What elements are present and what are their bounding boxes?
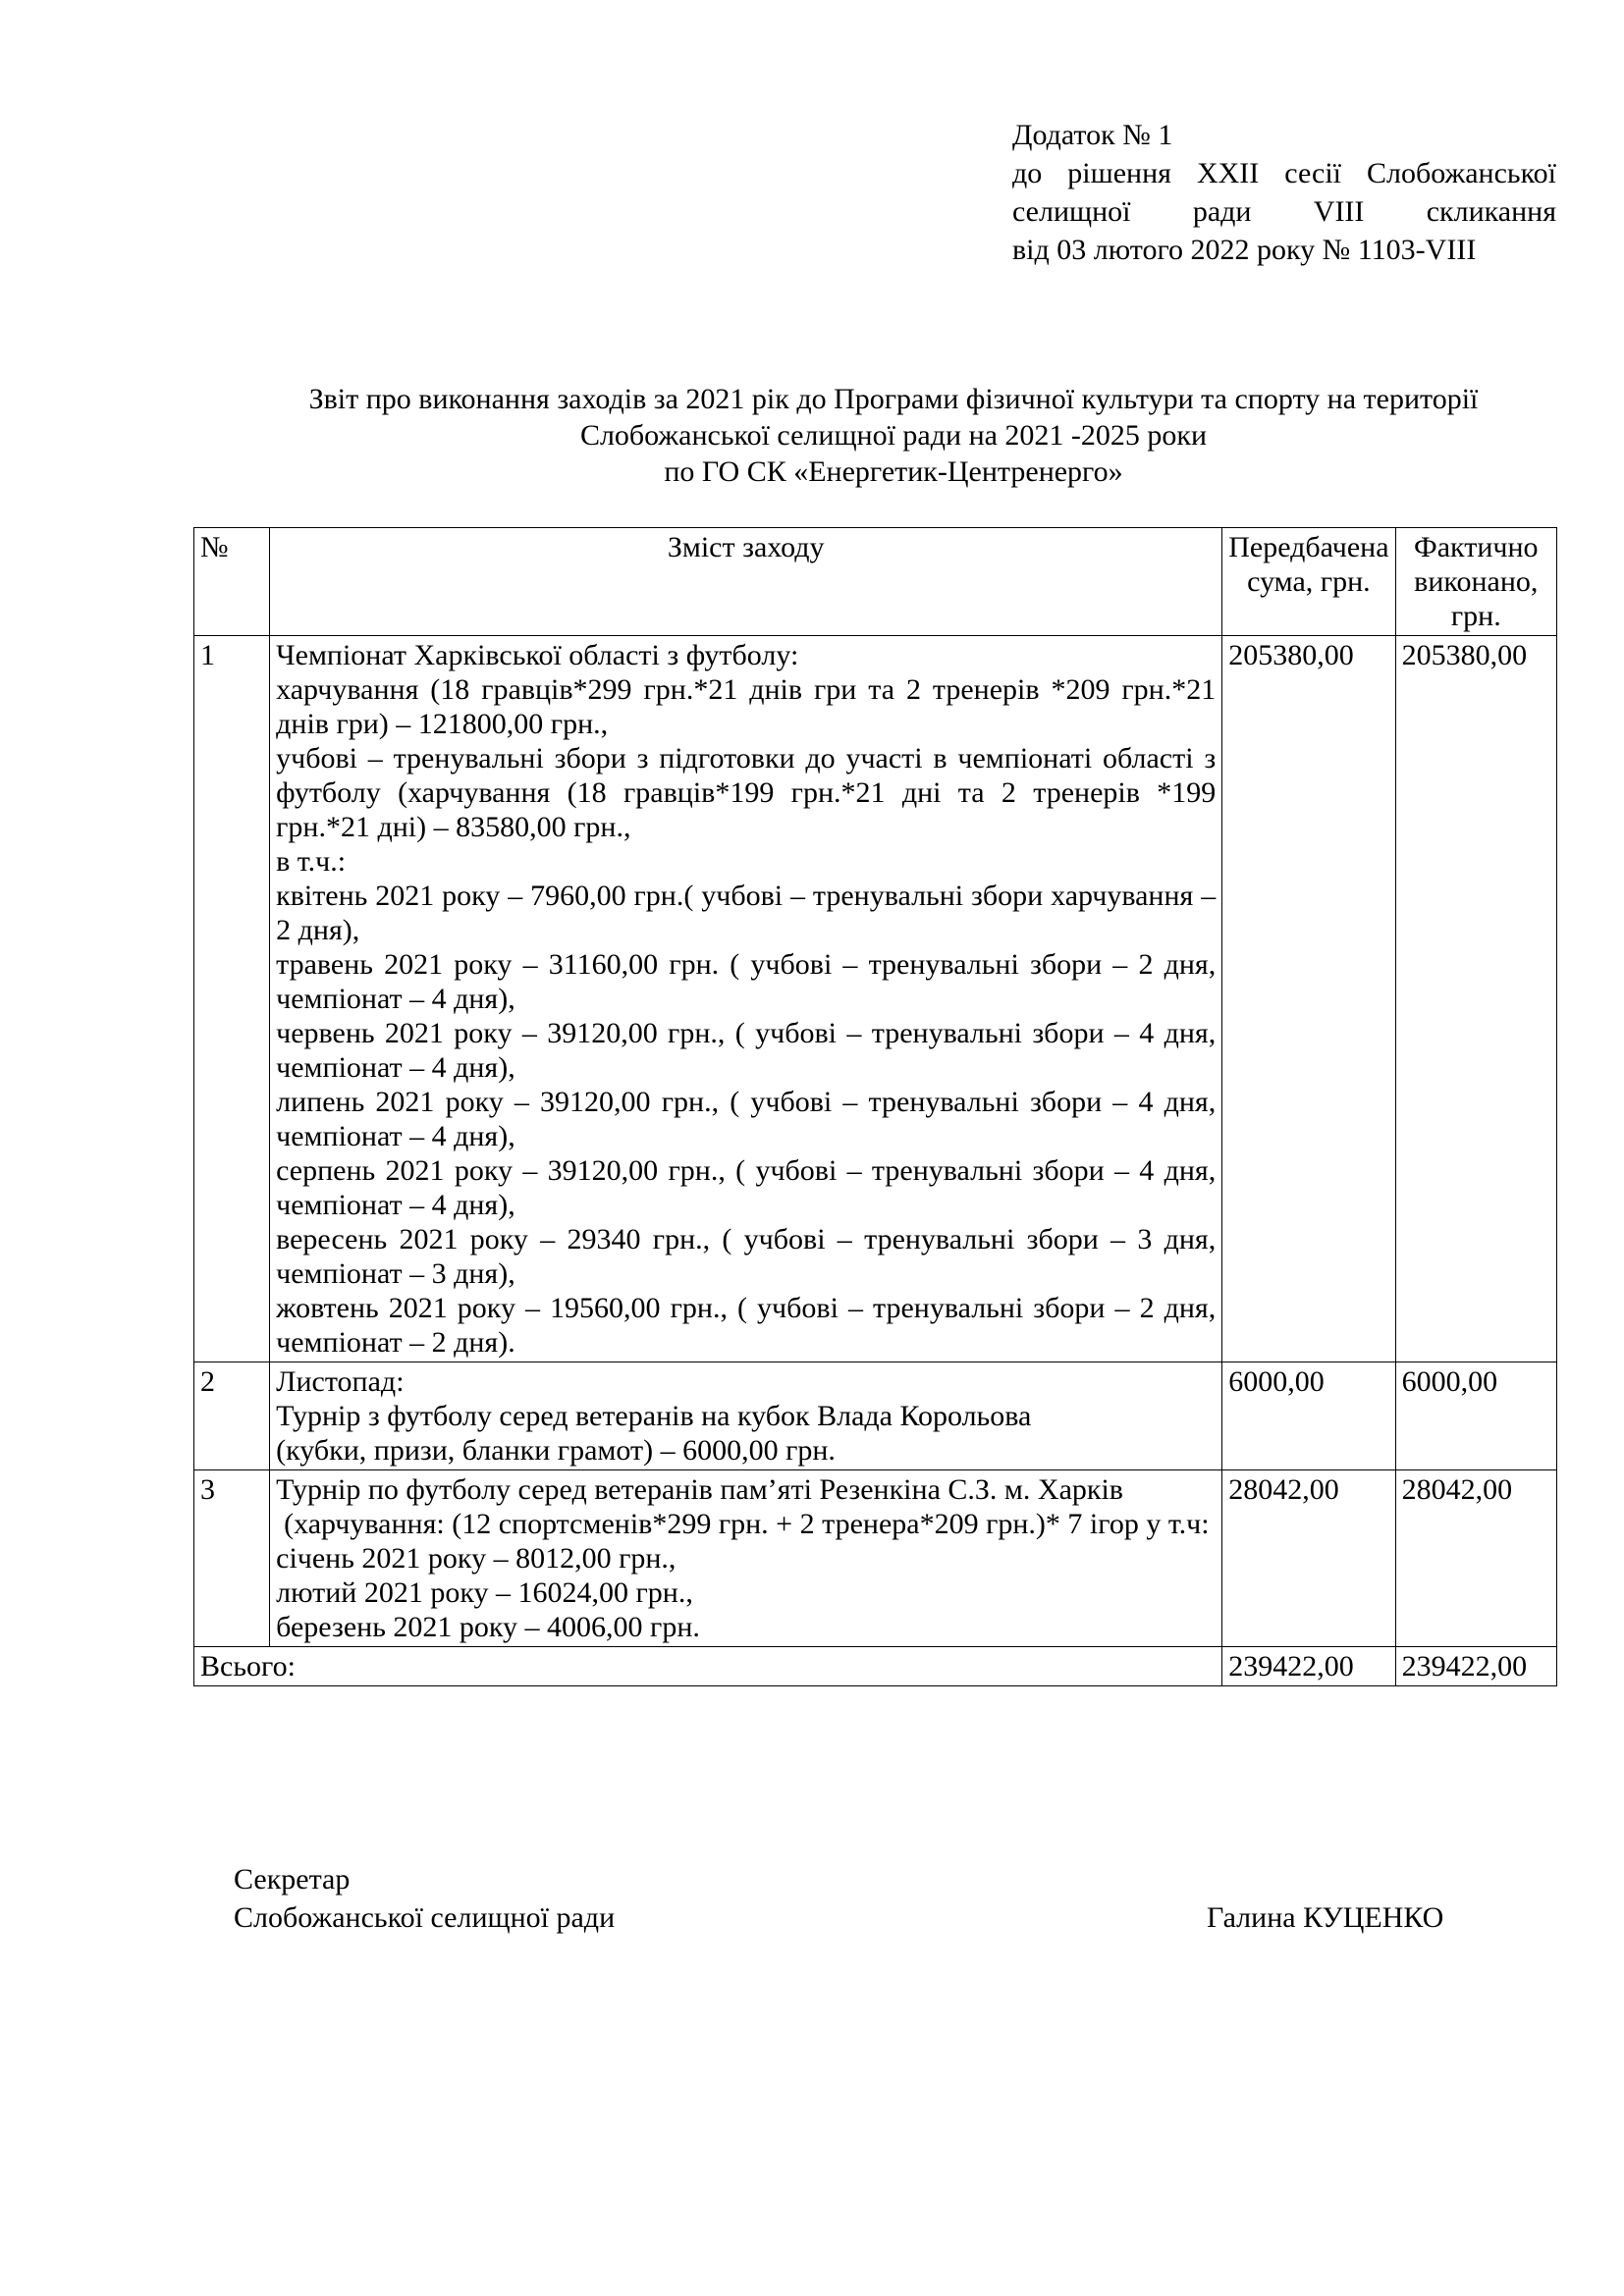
row-line: (харчування: (12 спортсменів*299 грн. + 2 тренера*209 грн.)* 7 ігор у т.ч: — [284, 1508, 1210, 1540]
appendix-date-line: від 03 лютого 2022 року № 1103-VIII — [1012, 234, 1477, 266]
header-number: № — [194, 528, 270, 636]
row-number: 1 — [194, 636, 270, 1362]
row-line: січень 2021 року – 8012,00 грн., — [276, 1542, 677, 1575]
row-line: Чемпіонат Харківської області з футболу: — [276, 639, 799, 671]
header-planned: Передбачена сума, грн. — [1222, 528, 1395, 636]
row-line: квітень 2021 року – 7960,00 грн.( учбові – тренувальні збори харчування – 2 дня), — [276, 880, 1217, 946]
table-row — [194, 1362, 1557, 1470]
row-line: Листопад: — [276, 1365, 405, 1398]
appendix-number: Додаток № 1 — [1012, 119, 1173, 151]
total-actual-amount: 239422,00 — [1395, 1647, 1556, 1686]
row-line: харчування (18 гравців*299 грн.*21 днів гри та 2 тренерів *209 грн.*21 днів гри) – 121800,00 грн., — [276, 673, 1217, 740]
row-line: червень 2021 року – 39120,00 грн., ( учбові – тренувальні збори – 4 дня, чемпіонат – 4 дня), — [276, 1017, 1217, 1084]
row-line: учбові – тренувальні збори з підготовки до участі в чемпіонаті області з футболу (харчування (18 гравців*199 грн.*21 дні та 2 тренерів *199 грн.*21 дні) – 83580,00 грн., — [276, 742, 1217, 843]
row-content — [270, 1362, 1222, 1470]
row-line: (кубки, призи, бланки грамот) – 6000,00 грн. — [276, 1434, 836, 1467]
report-title-line-3: по ГО СК «Енергетик-Центренерго» — [664, 455, 1123, 488]
table-row — [194, 636, 1557, 1362]
row-line: липень 2021 року – 39120,00 грн., ( учбові – тренувальні збори – 4 дня, чемпіонат – 4 дня), — [276, 1086, 1217, 1152]
signature-position-council: Слобожанської селищної ради — [234, 1901, 616, 1934]
header-actual: Фактично виконано, грн. — [1395, 528, 1556, 636]
row-number: 3 — [194, 1470, 270, 1647]
row-line: в т.ч.: — [276, 845, 347, 878]
appendix-decision-line: до рішення XXII сесії Слобожанської — [1012, 157, 1556, 189]
row-actual-amount: 205380,00 — [1395, 636, 1556, 1362]
appendix-council-line: селищної ради VIII скликання — [1012, 195, 1556, 228]
table-row — [194, 1470, 1557, 1647]
row-number: 2 — [194, 1362, 270, 1470]
table-total-row — [194, 1647, 1557, 1686]
row-planned-amount: 205380,00 — [1222, 636, 1395, 1362]
total-label: Всього: — [194, 1647, 1222, 1686]
header-content: Зміст заходу — [270, 528, 1222, 636]
row-line: лютий 2021 року – 16024,00 грн., — [276, 1576, 693, 1609]
row-line: жовтень 2021 року – 19560,00 грн., ( учбові – тренувальні збори – 2 дня, чемпіонат – 2 дня). — [276, 1292, 1217, 1359]
report-title-line-2: Слобожанської селищної ради на 2021 -2025 роки — [579, 419, 1208, 452]
row-line: травень 2021 року – 31160,00 грн. ( учбові – тренувальні збори – 2 дня, чемпіонат – 4 дня), — [276, 948, 1217, 1015]
signature-position — [234, 1860, 615, 1937]
row-line: вересень 2021 року – 29340 грн., ( учбові – тренувальні збори – 3 дня, чемпіонат – 3 дня), — [276, 1223, 1217, 1290]
signature-position-title: Секретар — [234, 1863, 351, 1896]
report-title — [187, 381, 1600, 490]
row-line: серпень 2021 року – 39120,00 грн., ( учбові – тренувальні збори – 4 дня, чемпіонат – 4 дня), — [276, 1154, 1217, 1221]
row-content — [270, 636, 1222, 1362]
row-actual-amount: 28042,00 — [1395, 1470, 1556, 1647]
row-content — [270, 1470, 1222, 1647]
row-planned-amount: 6000,00 — [1222, 1362, 1395, 1470]
row-actual-amount: 6000,00 — [1395, 1362, 1556, 1470]
report-title-line-1: Звіт про виконання заходів за 2021 рік до Програми фізичної культури та спорту на території — [308, 383, 1479, 415]
row-line: березень 2021 року – 4006,00 грн. — [276, 1611, 700, 1643]
row-line: Турнір з футболу серед ветеранів на кубок Влада Корольова — [276, 1400, 1032, 1432]
report-table — [193, 527, 1557, 1686]
row-planned-amount: 28042,00 — [1222, 1470, 1395, 1647]
table-header-row — [194, 528, 1557, 636]
row-line: Турнір по футболу серед ветеранів пам’яті Резенкіна С.З. м. Харків — [276, 1473, 1123, 1506]
total-planned-amount: 239422,00 — [1222, 1647, 1395, 1686]
appendix-block — [1012, 116, 1556, 269]
signature-name: Галина КУЦЕНКО — [1207, 1901, 1444, 1934]
